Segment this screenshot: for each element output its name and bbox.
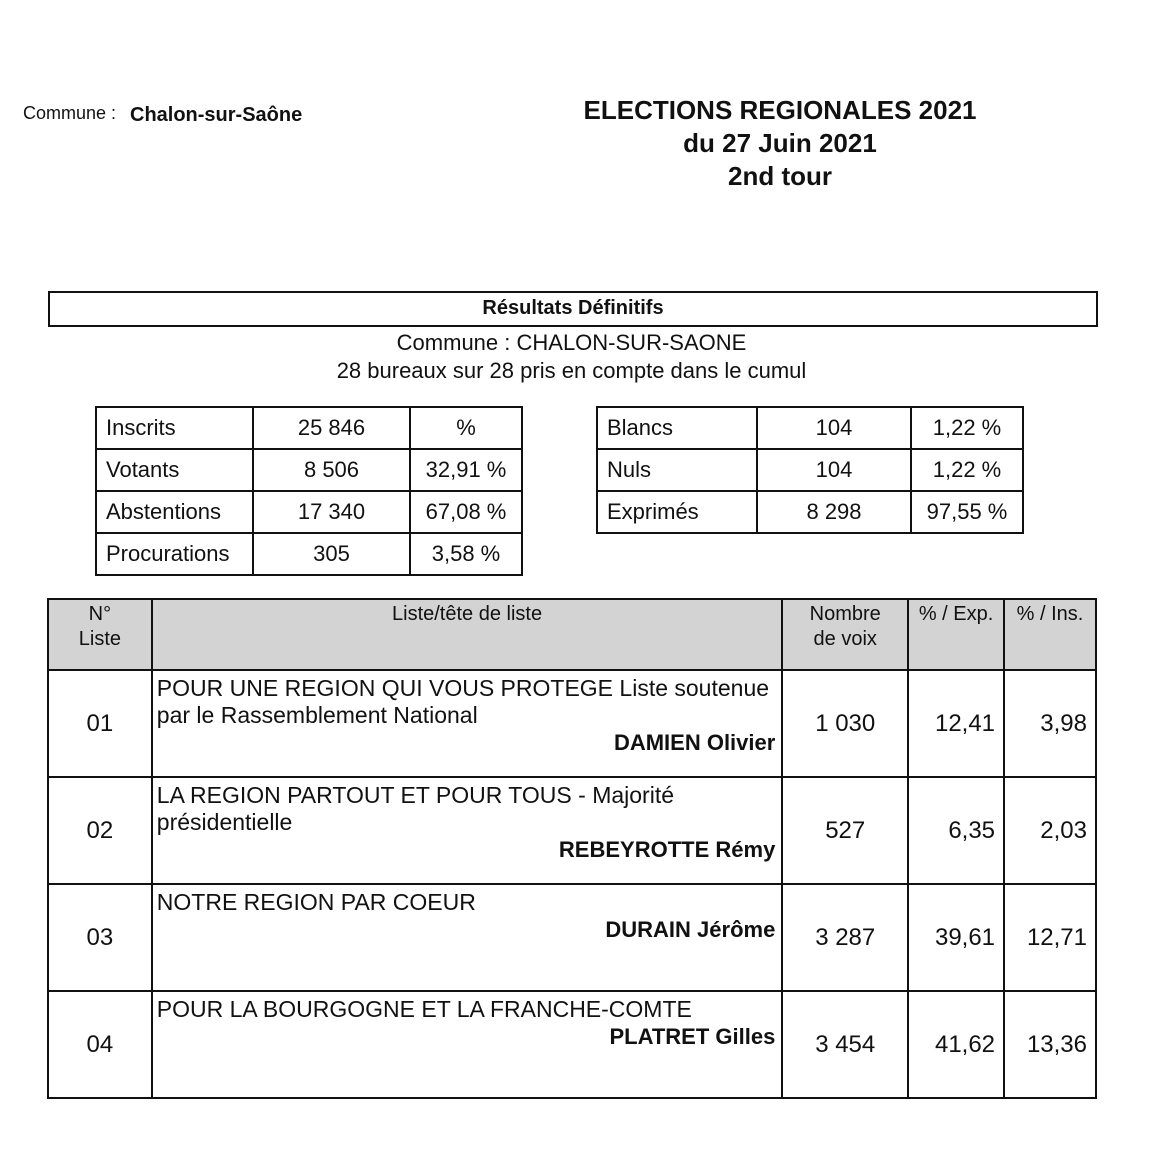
- stat-percent: 97,55 %: [911, 491, 1023, 533]
- header-list-name: Liste/tête de liste: [152, 599, 783, 670]
- pct-expressed: 39,61: [908, 884, 1004, 991]
- list-head: DURAIN Jérôme: [605, 917, 776, 942]
- pct-registered: 12,71: [1004, 884, 1096, 991]
- commune-label: Commune :: [23, 103, 117, 123]
- header-pct-expressed: % / Exp.: [908, 599, 1004, 670]
- list-number: 04: [48, 991, 152, 1098]
- commune-line: Commune : CHALON-SUR-SAONE: [396, 330, 747, 355]
- results-header-row: [48, 599, 1096, 670]
- stats-table-right: [596, 406, 1024, 534]
- stat-percent: 1,22 %: [911, 407, 1023, 449]
- list-head: DAMIEN Olivier: [613, 730, 776, 755]
- list-name: NOTRE REGION PAR COEUR: [156, 889, 476, 915]
- stat-label: Abstentions: [96, 491, 253, 533]
- results-title-box: Résultats Définitifs: [48, 291, 1098, 327]
- header-list-number-line1: N°: [88, 603, 112, 625]
- header-pct-registered: % / Ins.: [1004, 599, 1096, 670]
- stat-row-inscrits: [96, 407, 522, 449]
- results-table: [47, 598, 1097, 1099]
- stat-value: 8 298: [757, 491, 911, 533]
- table-row: [48, 991, 1096, 1098]
- stat-value: 25 846: [253, 407, 410, 449]
- list-cell: [152, 777, 783, 884]
- list-name: POUR UNE REGION QUI VOUS PROTEGE Liste soutenue par le Rassemblement National: [156, 675, 770, 728]
- votes: 3 287: [782, 884, 908, 991]
- pct-registered: 2,03: [1004, 777, 1096, 884]
- title-line-1: ELECTIONS REGIONALES 2021: [583, 95, 977, 125]
- list-cell: [152, 670, 783, 777]
- table-row: [48, 670, 1096, 777]
- stat-row-nuls: [597, 449, 1023, 491]
- stat-label: Exprimés: [597, 491, 757, 533]
- list-number: 01: [48, 670, 152, 777]
- stat-label: Votants: [96, 449, 253, 491]
- title-line-3: 2nd tour: [728, 160, 832, 191]
- table-row: [48, 884, 1096, 991]
- stat-label: Blancs: [597, 407, 757, 449]
- stat-value: 17 340: [253, 491, 410, 533]
- stat-value: 104: [757, 407, 911, 449]
- stat-row-procurations: [96, 533, 522, 575]
- list-number: 03: [48, 884, 152, 991]
- pct-registered: 3,98: [1004, 670, 1096, 777]
- stat-value: 104: [757, 449, 911, 491]
- list-name: LA REGION PARTOUT ET POUR TOUS - Majorité présidentielle: [156, 782, 675, 835]
- stat-percent: 1,22 %: [911, 449, 1023, 491]
- title-line-2: du 27 Juin 2021: [683, 127, 877, 158]
- pct-expressed: 12,41: [908, 670, 1004, 777]
- pct-registered: 13,36: [1004, 991, 1096, 1098]
- list-name: POUR LA BOURGOGNE ET LA FRANCHE-COMTE: [156, 996, 692, 1022]
- votes: 527: [782, 777, 908, 884]
- stat-row-abstentions: [96, 491, 522, 533]
- table-row: [48, 777, 1096, 884]
- stat-label: Nuls: [597, 449, 757, 491]
- stat-row-exprimes: [597, 491, 1023, 533]
- header-list-number: [48, 599, 152, 670]
- stat-label: Inscrits: [96, 407, 253, 449]
- list-cell: [152, 884, 783, 991]
- pct-expressed: 41,62: [908, 991, 1004, 1098]
- header-list-number-line2: Liste: [78, 628, 122, 650]
- list-cell: [152, 991, 783, 1098]
- votes: 3 454: [782, 991, 908, 1098]
- stat-row-votants: [96, 449, 522, 491]
- list-head: REBEYROTTE Rémy: [558, 837, 776, 862]
- header-votes: [782, 599, 908, 670]
- stat-percent: 67,08 %: [410, 491, 522, 533]
- stat-percent: 3,58 %: [410, 533, 522, 575]
- stat-percent: %: [410, 407, 522, 449]
- commune-name: Chalon-sur-Saône: [130, 104, 303, 126]
- stat-percent: 32,91 %: [410, 449, 522, 491]
- stat-label: Procurations: [96, 533, 253, 575]
- header-votes-line1: Nombre: [809, 603, 881, 625]
- stats-table-left: [95, 406, 523, 576]
- pct-expressed: 6,35: [908, 777, 1004, 884]
- list-head: PLATRET Gilles: [609, 1024, 776, 1049]
- votes: 1 030: [782, 670, 908, 777]
- stat-value: 305: [253, 533, 410, 575]
- header-votes-line2: de voix: [813, 628, 877, 650]
- list-number: 02: [48, 777, 152, 884]
- stat-value: 8 506: [253, 449, 410, 491]
- stat-row-blancs: [597, 407, 1023, 449]
- bureaux-line: 28 bureaux sur 28 pris en compte dans le cumul: [336, 358, 807, 383]
- page-title: [560, 94, 1000, 192]
